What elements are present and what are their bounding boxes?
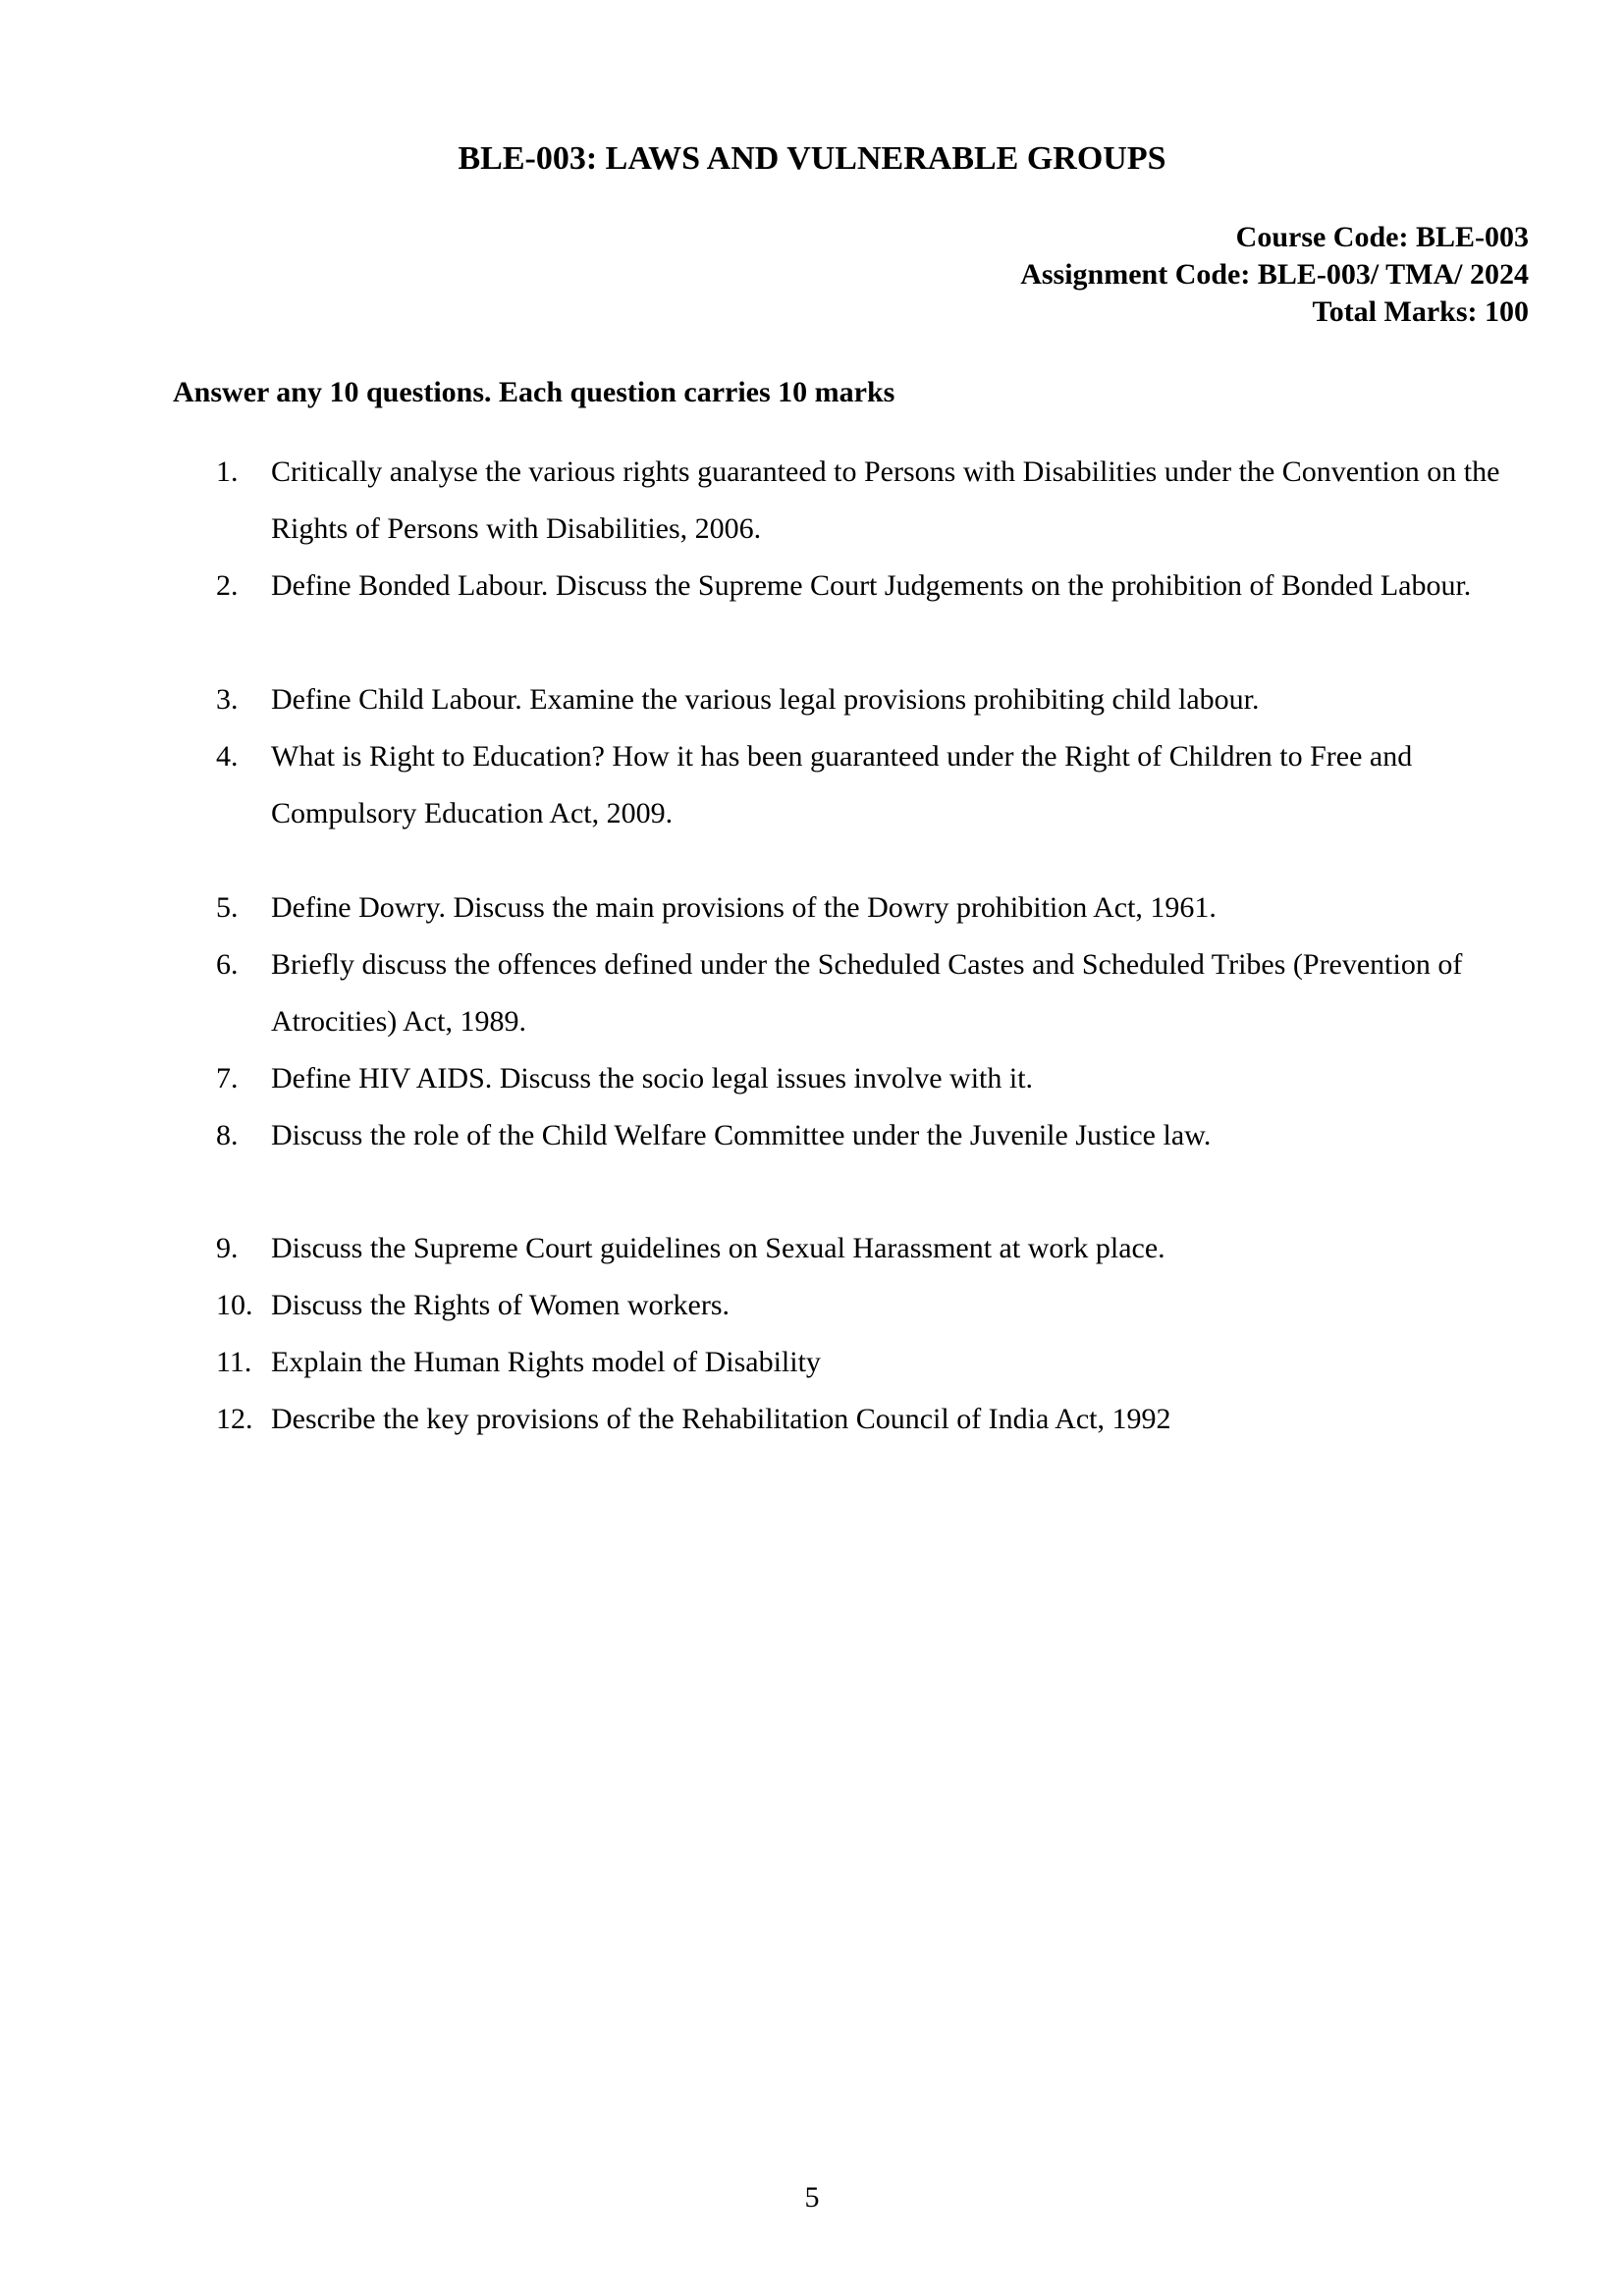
question-text: Discuss the Supreme Court guidelines on Sexual Harassment at work place.	[271, 1232, 1165, 1264]
question-text: Define Dowry. Discuss the main provisions of the Dowry prohibition Act, 1961.	[271, 891, 1217, 924]
question-number: 3.	[216, 683, 239, 716]
question-number: 7.	[216, 1062, 239, 1095]
page-number: 5	[804, 2181, 820, 2214]
document-title: BLE-003: LAWS AND VULNERABLE GROUPS	[458, 140, 1166, 177]
question-text: Briefly discuss the offences defined under the Scheduled Castes and Scheduled Tribes (Prevention of Atrocities) Act, 1989.	[271, 948, 1463, 1038]
question-text: Discuss the role of the Child Welfare Committee under the Juvenile Justice law.	[271, 1119, 1212, 1151]
question-text: Explain the Human Rights model of Disability	[271, 1346, 821, 1378]
question-number: 2.	[216, 569, 239, 602]
question-text: Critically analyse the various rights guaranteed to Persons with Disabilities under the Convention on the Rights of Persons with Disabilities, 2006.	[271, 455, 1500, 545]
question-number: 4.	[216, 740, 239, 773]
question-text: Discuss the Rights of Women workers.	[271, 1289, 730, 1321]
question-text: Define Child Labour. Examine the various legal provisions prohibiting child labour.	[271, 683, 1260, 716]
assignment-meta	[1020, 219, 1529, 331]
question-text: Describe the key provisions of the Rehabilitation Council of India Act, 1992	[271, 1403, 1171, 1435]
question-text: Define Bonded Labour. Discuss the Supreme Court Judgements on the prohibition of Bonded Labour.	[271, 569, 1472, 602]
question-number: 11.	[216, 1346, 252, 1378]
question-text: What is Right to Education? How it has been guaranteed under the Right of Children to Free and Compulsory Education Act, 2009.	[271, 740, 1413, 829]
question-number: 5.	[216, 891, 239, 924]
question-number: 6.	[216, 948, 239, 981]
question-number: 9.	[216, 1232, 239, 1264]
total-marks: Total Marks: 100	[1312, 295, 1529, 328]
question-number: 8.	[216, 1119, 239, 1151]
question-text: Define HIV AIDS. Discuss the socio legal issues involve with it.	[271, 1062, 1034, 1095]
question-number: 1.	[216, 455, 239, 488]
course-code: Course Code: BLE-003	[1235, 221, 1529, 253]
question-number: 10.	[216, 1289, 253, 1321]
instructions: Answer any 10 questions. Each question carries 10 marks	[173, 376, 895, 408]
assignment-code: Assignment Code: BLE-003/ TMA/ 2024	[1020, 258, 1529, 291]
question-number: 12.	[216, 1403, 253, 1435]
